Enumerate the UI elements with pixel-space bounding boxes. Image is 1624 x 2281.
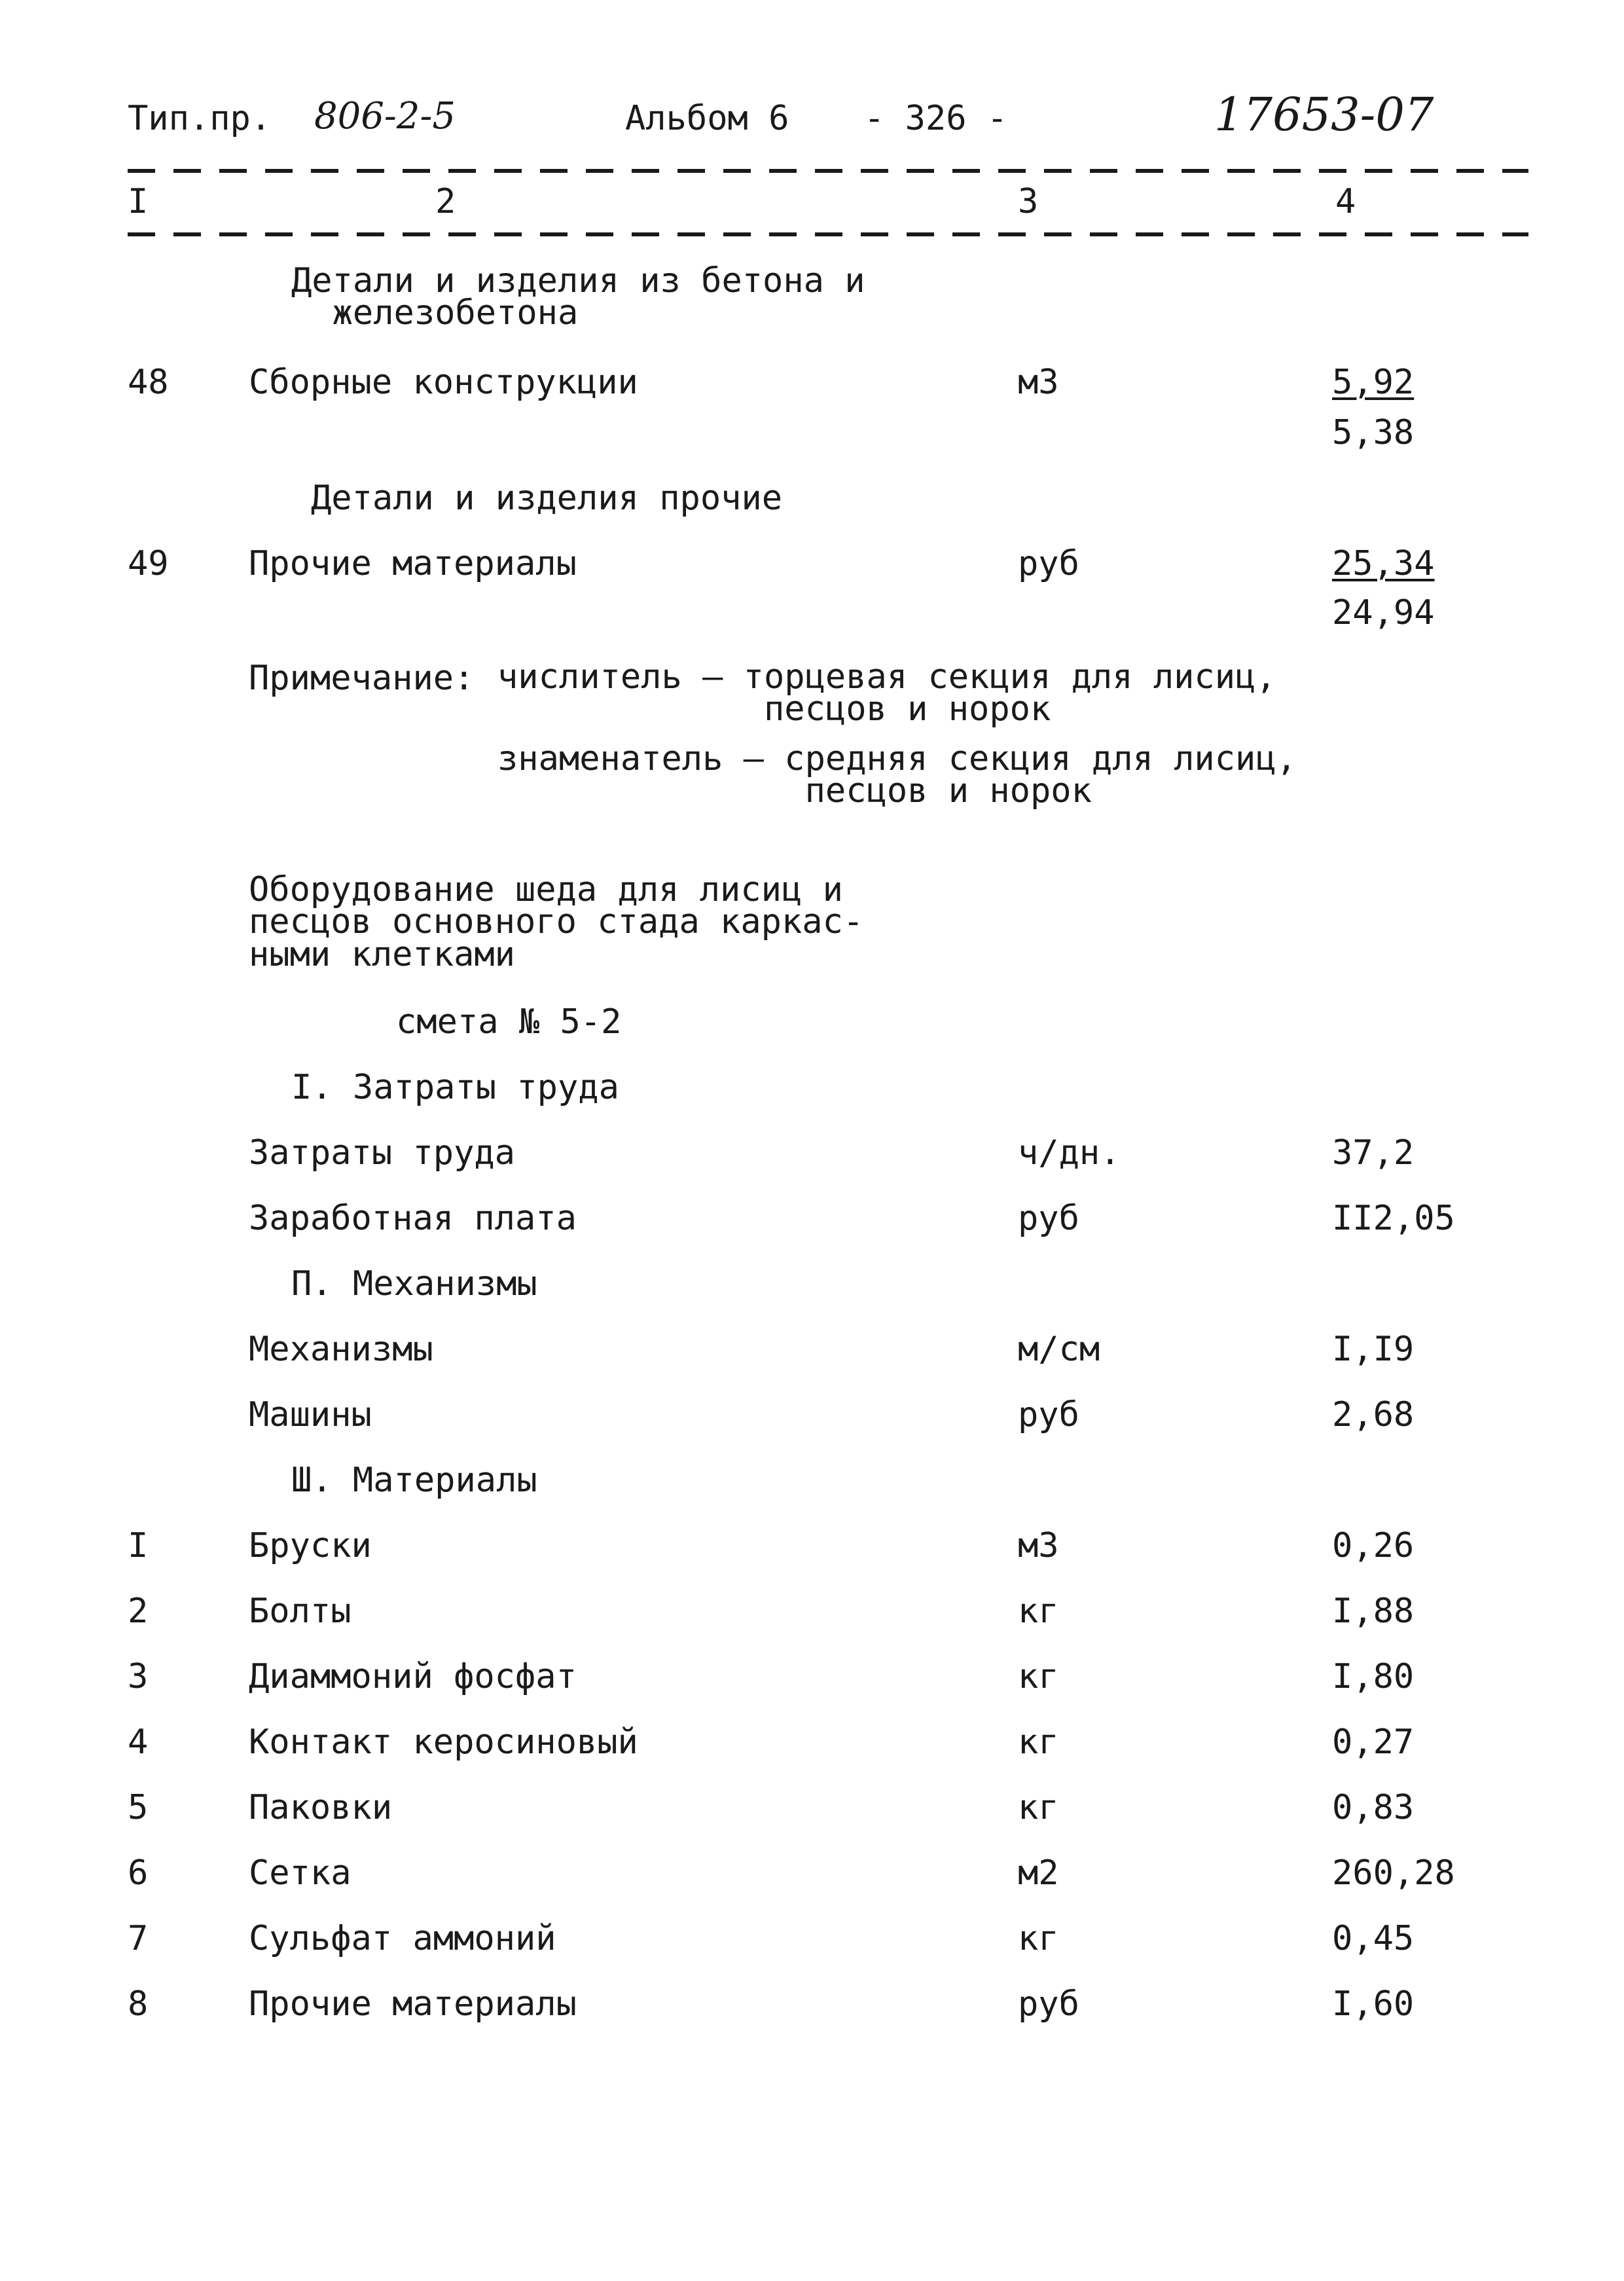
material-value: 0,26 bbox=[1332, 1526, 1415, 1565]
material-name: Болты bbox=[249, 1592, 352, 1631]
material-value: 0,45 bbox=[1332, 1919, 1415, 1958]
row48-unit: м3 bbox=[1018, 363, 1059, 402]
header-divider-top bbox=[128, 169, 1528, 173]
mech-row-name: Машины bbox=[249, 1395, 372, 1434]
material-num: 7 bbox=[128, 1919, 149, 1958]
material-unit: кг bbox=[1018, 1788, 1059, 1827]
doc-number: 17653-07 bbox=[1214, 88, 1434, 141]
material-num: 8 bbox=[128, 1984, 149, 2024]
material-value: I,60 bbox=[1332, 1984, 1415, 2024]
material-num: 5 bbox=[128, 1788, 149, 1827]
section-materials: Ш. Материалы bbox=[291, 1461, 537, 1500]
material-num: 6 bbox=[128, 1853, 149, 1893]
material-value: 0,83 bbox=[1332, 1788, 1415, 1827]
section-mechanisms: П. Механизмы bbox=[291, 1264, 537, 1304]
tip-value: 806-2-5 bbox=[314, 95, 456, 137]
material-unit: кг bbox=[1018, 1723, 1059, 1762]
material-name: Паковки bbox=[249, 1788, 393, 1827]
row49-name: Прочие материалы bbox=[249, 544, 577, 583]
row48-value-denominator: 5,38 bbox=[1332, 413, 1415, 452]
col-header-4: 4 bbox=[1335, 182, 1356, 221]
header-divider-bottom bbox=[128, 232, 1528, 236]
page-number: - 326 - bbox=[864, 99, 1008, 138]
material-num: 2 bbox=[128, 1592, 149, 1631]
col-header-2: 2 bbox=[435, 182, 456, 221]
row48-name: Сборные конструкции bbox=[249, 363, 638, 402]
material-unit: кг bbox=[1018, 1919, 1059, 1958]
section-concrete: Детали и изделия из бетона и железобетона bbox=[291, 261, 865, 333]
note-label: Примечание: bbox=[249, 659, 475, 698]
row49-value-denominator: 24,94 bbox=[1332, 593, 1435, 632]
material-unit: кг bbox=[1018, 1657, 1059, 1696]
tip-label: Тип.пр. bbox=[128, 99, 272, 138]
mech-row-value: I,I9 bbox=[1332, 1330, 1415, 1369]
material-value: I,88 bbox=[1332, 1592, 1415, 1631]
material-unit: руб bbox=[1018, 1984, 1079, 2024]
row48-num: 48 bbox=[128, 363, 169, 402]
material-unit: м2 bbox=[1018, 1853, 1059, 1893]
mech-row-unit: м/см bbox=[1018, 1330, 1100, 1369]
note-numerator: числитель – торцевая секция для лисиц, песцов и норок bbox=[497, 657, 1276, 729]
labor-row-unit: ч/дн. bbox=[1018, 1133, 1121, 1173]
material-name: Контакт керосиновый bbox=[249, 1723, 638, 1762]
mech-row-name: Механизмы bbox=[249, 1330, 433, 1369]
section-labor: I. Затраты труда bbox=[291, 1068, 619, 1107]
labor-row-name: Заработная плата bbox=[249, 1199, 577, 1238]
note-denominator: знаменатель – средняя секция для лисиц, песцов и норок bbox=[497, 739, 1297, 811]
section-other: Детали и изделия прочие bbox=[311, 479, 783, 518]
row48-value-numerator: 5,92 bbox=[1332, 363, 1415, 402]
album-label: Альбом 6 bbox=[625, 99, 789, 138]
material-num: I bbox=[128, 1526, 149, 1565]
estimate-number: смета № 5-2 bbox=[396, 1002, 622, 1042]
mech-row-unit: руб bbox=[1018, 1395, 1079, 1434]
material-name: Сульфат аммоний bbox=[249, 1919, 556, 1958]
mech-row-value: 2,68 bbox=[1332, 1395, 1415, 1434]
material-name: Сетка bbox=[249, 1853, 352, 1893]
labor-row-unit: руб bbox=[1018, 1199, 1079, 1238]
material-unit: кг bbox=[1018, 1592, 1059, 1631]
material-value: I,80 bbox=[1332, 1657, 1415, 1696]
labor-row-name: Затраты труда bbox=[249, 1133, 515, 1173]
material-name: Диаммоний фосфат bbox=[249, 1657, 577, 1696]
row49-unit: руб bbox=[1018, 544, 1079, 583]
col-header-3: 3 bbox=[1018, 182, 1039, 221]
material-value: 0,27 bbox=[1332, 1723, 1415, 1762]
labor-row-value: 37,2 bbox=[1332, 1133, 1415, 1173]
row49-value-numerator: 25,34 bbox=[1332, 544, 1435, 583]
material-name: Прочие материалы bbox=[249, 1984, 577, 2024]
material-value: 260,28 bbox=[1332, 1853, 1455, 1893]
material-num: 3 bbox=[128, 1657, 149, 1696]
material-name: Бруски bbox=[249, 1526, 372, 1565]
row49-num: 49 bbox=[128, 544, 169, 583]
col-header-1: I bbox=[128, 182, 149, 221]
labor-row-value: II2,05 bbox=[1332, 1199, 1455, 1238]
material-num: 4 bbox=[128, 1723, 149, 1762]
material-unit: м3 bbox=[1018, 1526, 1059, 1565]
equipment-title: Оборудование шеда для лисиц и песцов основного стада каркас- ными клетками bbox=[249, 870, 864, 974]
